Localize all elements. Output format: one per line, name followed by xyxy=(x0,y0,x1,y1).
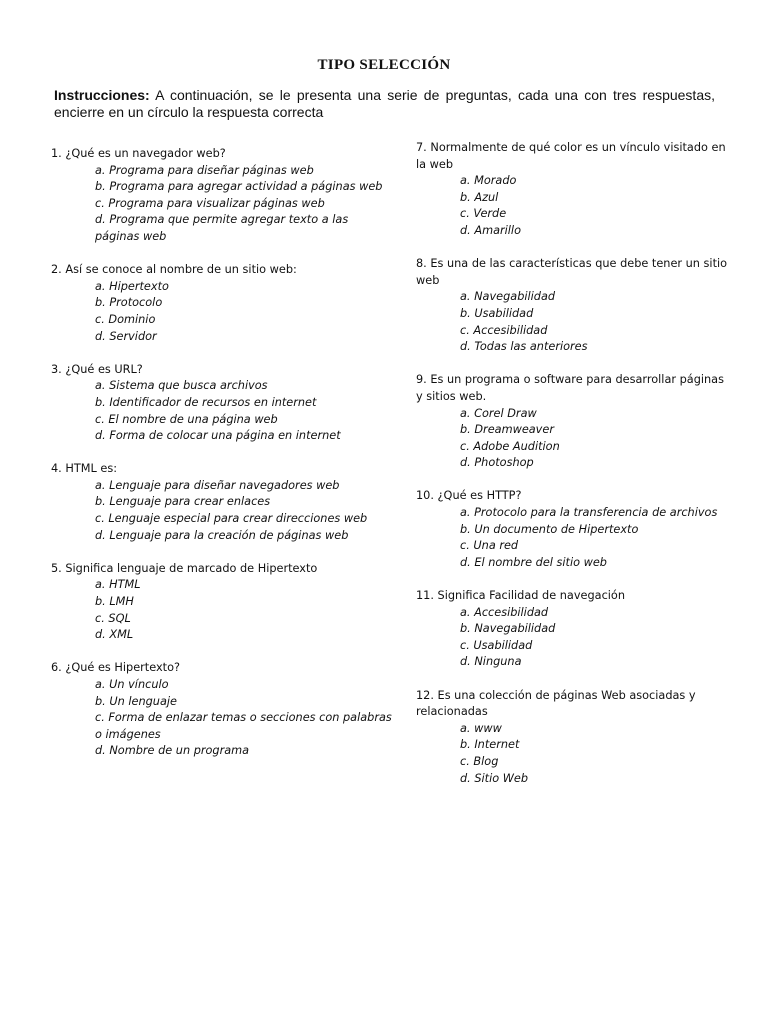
answer-option: c. Forma de enlazar temas o secciones con palabras o imágenes xyxy=(95,711,392,741)
answer-options xyxy=(416,721,734,787)
answer-option: c. Accesibilidad xyxy=(460,323,548,337)
question-text: 10. ¿Qué es HTTP? xyxy=(416,489,522,503)
question-block xyxy=(51,660,396,760)
answer-option: a. Protocolo para la transferencia de archivos xyxy=(460,506,718,520)
answer-option: a. Lenguaje para diseñar navegadores web xyxy=(95,478,340,492)
answer-option: a. Hipertexto xyxy=(95,279,169,293)
answer-option: c. Adobe Audition xyxy=(460,439,560,453)
question-text: 7. Normalmente de qué color es un vínculo visitado en la web xyxy=(416,141,726,171)
answer-options xyxy=(416,289,734,355)
answer-option: b. Internet xyxy=(460,738,520,752)
answer-option: b. Usabilidad xyxy=(460,306,534,320)
answer-options xyxy=(51,677,396,760)
answer-options xyxy=(416,173,734,239)
answer-option: d. Lenguaje para la creación de páginas web xyxy=(95,528,349,542)
answer-options xyxy=(51,378,396,444)
answer-options xyxy=(416,605,734,671)
answer-options xyxy=(416,505,734,571)
answer-option: d. Todas las anteriores xyxy=(460,340,588,354)
answer-option: d. Ninguna xyxy=(460,655,522,669)
question-block xyxy=(416,488,734,571)
answer-option: d. Amarillo xyxy=(460,223,521,237)
question-block xyxy=(51,146,396,246)
instructions xyxy=(54,87,715,121)
answer-options xyxy=(51,577,396,643)
question-block xyxy=(416,140,734,240)
question-text: 6. ¿Qué es Hipertexto? xyxy=(51,661,180,675)
instructions-label: Instrucciones: xyxy=(54,87,150,103)
answer-option: d. Programa que permite agregar texto a las páginas web xyxy=(95,213,349,243)
answer-option: b. LMH xyxy=(95,595,134,609)
answer-option: a. Programa para diseñar páginas web xyxy=(95,163,314,177)
question-text: 2. Así se conoce al nombre de un sitio web: xyxy=(51,263,297,277)
answer-options xyxy=(416,406,734,472)
left-column xyxy=(51,146,396,777)
answer-option: d. Sitio Web xyxy=(460,771,529,785)
question-block xyxy=(416,588,734,671)
answer-option: d. Photoshop xyxy=(460,456,534,470)
answer-option: c. Lenguaje especial para crear direcciones web xyxy=(95,512,368,526)
question-block xyxy=(416,256,734,356)
answer-option: a. Accesibilidad xyxy=(460,605,549,619)
question-block xyxy=(51,362,396,445)
question-text: 8. Es una de las características que debe tener un sitio web xyxy=(416,257,728,287)
answer-option: a. Morado xyxy=(460,174,517,188)
answer-options xyxy=(51,163,396,246)
answer-options xyxy=(51,478,396,544)
right-column xyxy=(416,140,734,804)
question-block xyxy=(416,688,734,788)
answer-option: c. SQL xyxy=(95,611,131,625)
answer-option: d. Forma de colocar una página en internet xyxy=(95,429,341,443)
instructions-text: A continuación, se le presenta una serie de preguntas, cada una con tres respuestas, encierre en un círculo la respuesta correcta xyxy=(54,87,715,120)
answer-option: b. Protocolo xyxy=(95,296,163,310)
answer-option: c. Dominio xyxy=(95,312,156,326)
question-text: 12. Es una colección de páginas Web asociadas y relacionadas xyxy=(416,688,696,719)
answer-option: d. XML xyxy=(95,628,134,642)
answer-option: d. Servidor xyxy=(95,329,157,343)
question-text: 11. Significa Facilidad de navegación xyxy=(416,589,625,603)
answer-option: b. Programa para agregar actividad a páginas web xyxy=(95,180,383,194)
question-text: 1. ¿Qué es un navegador web? xyxy=(51,147,226,160)
answer-option: d. Nombre de un programa xyxy=(95,744,250,758)
question-block xyxy=(416,372,734,472)
answer-option: c. Una red xyxy=(460,539,519,553)
answer-option: a. Un vínculo xyxy=(95,678,169,691)
answer-option: c. Blog xyxy=(460,754,499,768)
answer-option: b. Un lenguaje xyxy=(95,694,177,708)
answer-option: b. Azul xyxy=(460,190,499,204)
question-block xyxy=(51,262,396,345)
answer-option: a. Navegabilidad xyxy=(460,290,556,304)
question-text: 3. ¿Qué es URL? xyxy=(51,362,143,376)
answer-option: c. Verde xyxy=(460,207,507,221)
answer-option: a. HTML xyxy=(95,578,141,592)
answer-option: a. Corel Draw xyxy=(460,406,537,420)
answer-option: c. Usabilidad xyxy=(460,638,533,652)
answer-option: d. El nombre del sitio web xyxy=(460,555,607,569)
question-text: 4. HTML es: xyxy=(51,462,118,476)
answer-option: c. El nombre de una página web xyxy=(95,412,278,426)
answer-option: b. Lenguaje para crear enlaces xyxy=(95,495,271,509)
question-block xyxy=(51,461,396,544)
page-title: TIPO SELECCIÓN xyxy=(317,57,451,73)
question-text: 9. Es un programa o software para desarrollar páginas y sitios web. xyxy=(416,373,724,403)
question-block xyxy=(51,561,396,644)
answer-option: b. Dreamweaver xyxy=(460,423,554,437)
answer-option: a. www xyxy=(460,721,502,735)
answer-option: a. Sistema que busca archivos xyxy=(95,379,268,393)
answer-option: b. Identificador de recursos en internet xyxy=(95,395,317,409)
answer-option: b. Navegabilidad xyxy=(460,622,556,636)
answer-options xyxy=(51,279,396,345)
answer-option: c. Programa para visualizar páginas web xyxy=(95,196,325,210)
question-text: 5. Significa lenguaje de marcado de Hipertexto xyxy=(51,561,318,575)
answer-option: b. Un documento de Hipertexto xyxy=(460,522,639,536)
